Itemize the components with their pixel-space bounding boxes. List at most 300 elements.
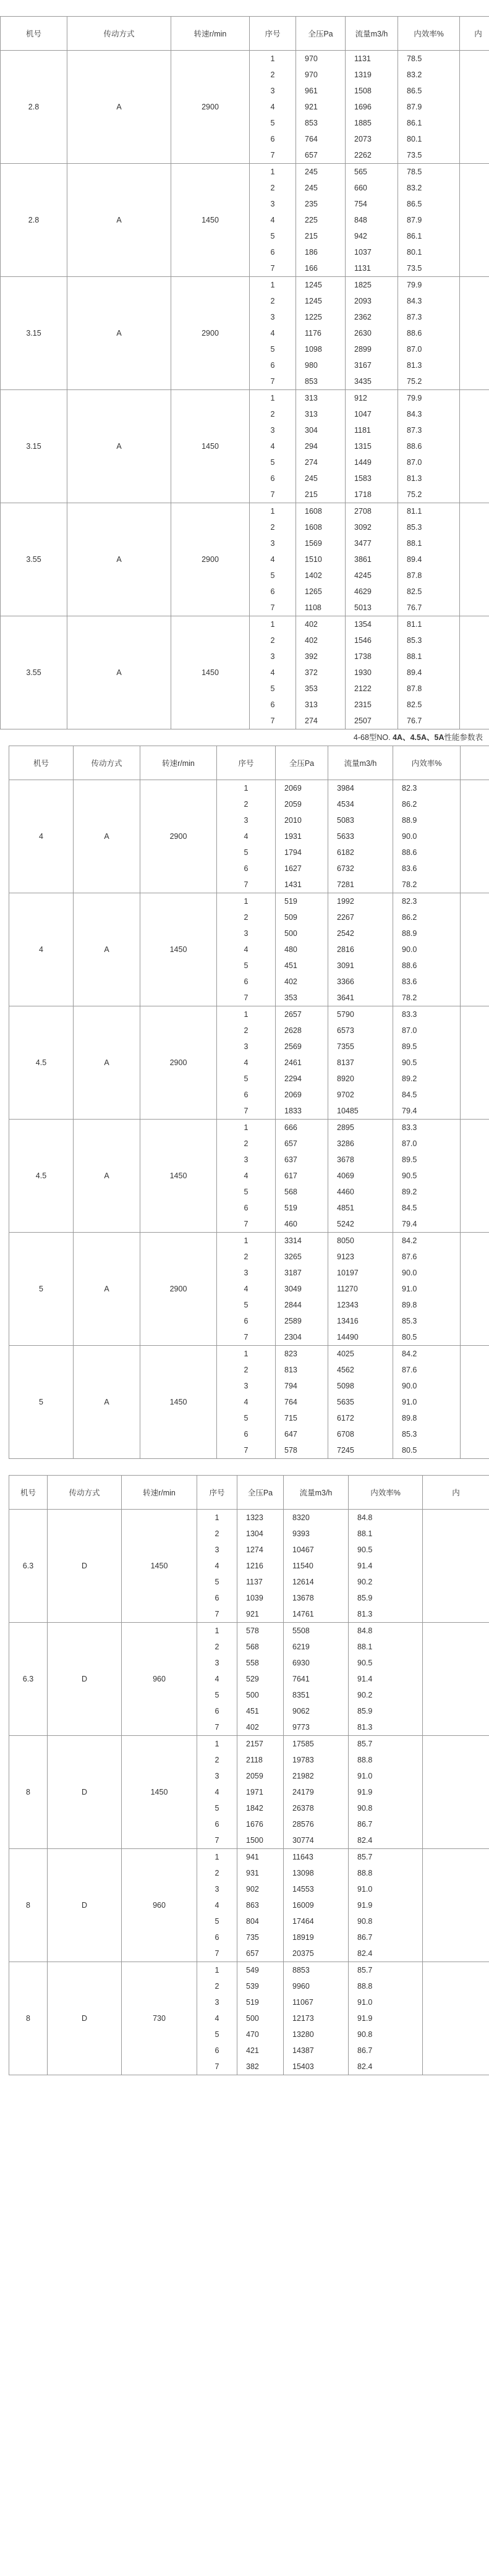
flow-rate-value: 3861 [354,555,372,564]
total-pressure [237,1962,284,2075]
flow-rate-value: 1047 [354,410,372,419]
internal-efficiency [393,780,461,893]
sequence-list-value: 4 [244,945,249,954]
internal-efficiency-value: 87.3 [407,426,422,435]
total-pressure-value: 2069 [284,1090,302,1099]
column-header: 序号 [197,1476,237,1510]
flow-rate-value: 7245 [337,1446,354,1455]
flow-rate-value: 4069 [337,1171,354,1180]
sequence-list-value: 3 [270,87,275,95]
total-pressure-value: 1569 [305,539,322,548]
internal-efficiency-value: 84.5 [402,1090,417,1099]
header-row [9,746,489,780]
flow-rate-value: 3678 [337,1155,354,1164]
sequence-list-value: 5 [215,2030,219,2039]
internal-efficiency-value: 85.3 [407,636,422,645]
flow-rate [346,164,398,277]
internal-efficiency-value: 91.9 [357,1901,373,1910]
internal-efficiency-value: 88.1 [357,1643,373,1651]
column-header: 内效率% [398,17,460,51]
internal-efficiency-value: 85.9 [357,1594,373,1602]
total-pressure-value: 186 [305,248,318,257]
internal-efficiency-value: 87.8 [407,571,422,580]
total-pressure-value: 304 [305,426,318,435]
internal-efficiency [349,1849,423,1962]
sequence-list-value: 5 [270,119,275,127]
column-header: 序号 [217,746,276,780]
internal-efficiency-value: 88.8 [357,1869,373,1877]
section-title [0,1459,489,1475]
flow-rate [328,1233,393,1346]
total-pressure-value: 2010 [284,816,302,825]
sequence-list-value: 2 [270,70,275,79]
total-pressure [296,51,346,164]
internal-efficiency [349,1962,423,2075]
internal-efficiency-value: 86.7 [357,2046,373,2055]
flow-rate-value: 1354 [354,620,372,629]
total-pressure-value: 2059 [284,800,302,809]
flow-rate-value: 565 [354,168,367,176]
drive-type: A [74,893,140,1006]
total-pressure-value: 794 [284,1382,297,1390]
internal-efficiency-value: 90.0 [402,832,417,841]
column-header: 传动方式 [48,1476,122,1510]
sequence-list-value: 4 [270,442,275,451]
internal-efficiency-value: 83.3 [402,1010,417,1019]
flow-rate-value: 12614 [292,1578,314,1586]
internal-efficiency-value: 83.6 [402,864,417,873]
sequence-list-value: 7 [215,1610,219,1618]
internal-efficiency-value: 80.1 [407,248,422,257]
internal-efficiency [349,1510,423,1623]
total-pressure-value: 970 [305,70,318,79]
extra-column-cell [423,1623,489,1736]
flow-rate-value: 17585 [292,1740,314,1748]
total-pressure-value: 2589 [284,1317,302,1325]
sequence-list-value: 6 [215,1594,219,1602]
flow-rate-value: 942 [354,232,367,240]
flow-rate-value: 11067 [292,1998,313,2007]
flow-rate-value: 21982 [292,1772,314,1780]
sequence-list-value: 5 [270,458,275,467]
internal-efficiency-value: 86.2 [402,800,417,809]
sequence-list-value: 7 [244,880,249,889]
total-pressure-value: 353 [305,684,318,693]
sequence-list-value: 7 [215,1836,219,1845]
sequence-list-value: 2 [215,1756,219,1764]
flow-rate [328,1006,393,1120]
total-pressure-value: 3265 [284,1252,302,1261]
total-pressure-value: 3314 [284,1236,302,1245]
sequence-list-value: 5 [244,848,249,857]
sequence-list-value: 4 [215,1562,219,1570]
sequence-list [217,1346,276,1459]
sequence-list-value: 1 [215,1626,219,1635]
sequence-list-value: 1 [244,784,249,793]
internal-efficiency-value: 90.0 [402,945,417,954]
internal-efficiency-value: 90.8 [357,1917,373,1926]
sequence-list-value: 6 [244,1090,249,1099]
flow-rate-value: 660 [354,184,367,192]
internal-efficiency-value: 88.8 [357,1982,373,1991]
internal-efficiency-value: 88.6 [402,961,417,970]
internal-efficiency [398,616,460,729]
flow-rate-value: 2630 [354,329,372,338]
total-pressure-value: 166 [305,264,318,273]
internal-efficiency-value: 73.5 [407,151,422,159]
sequence-list-value: 6 [244,977,249,986]
flow-rate-value: 9773 [292,1723,310,1732]
extra-column-cell [461,1233,489,1346]
flow-rate-value: 13416 [337,1317,359,1325]
flow-rate-value: 5508 [292,1626,310,1635]
sequence-list-value: 6 [244,1430,249,1439]
internal-efficiency-value: 88.1 [357,1529,373,1538]
section-title [0,729,489,746]
internal-efficiency-value: 76.7 [407,716,422,725]
internal-efficiency-value: 88.1 [407,652,422,661]
internal-efficiency-value: 81.3 [357,1610,373,1618]
total-pressure [237,1736,284,1849]
drive-type: A [67,164,171,277]
flow-rate-value: 14490 [337,1333,359,1341]
total-pressure-value: 1510 [305,555,322,564]
performance-table-wrapper [0,16,489,729]
flow-rate [346,503,398,616]
flow-rate-value: 2899 [354,345,372,354]
internal-efficiency-value: 90.5 [402,1058,417,1067]
internal-efficiency-value: 91.0 [357,1772,373,1780]
title-prefix: 4-68型NO. [353,733,393,742]
sequence-list-value: 5 [270,232,275,240]
sequence-list-value: 1 [215,1966,219,1975]
total-pressure-value: 578 [246,1626,259,1635]
column-header: 序号 [250,17,296,51]
flow-rate-value: 1885 [354,119,372,127]
flow-rate-value: 4460 [337,1188,354,1196]
internal-efficiency-value: 87.6 [402,1252,417,1261]
sequence-list-value: 4 [215,1788,219,1796]
sequence-list-value: 6 [270,474,275,483]
flow-rate-value: 10467 [292,1545,314,1554]
internal-efficiency [398,164,460,277]
flow-rate-value: 8853 [292,1966,310,1975]
sequence-list-value: 6 [270,587,275,596]
internal-efficiency-value: 79.4 [402,1107,417,1115]
sequence-list-value: 3 [270,200,275,208]
sequence-list [197,1623,237,1736]
sequence-list-value: 6 [215,1933,219,1942]
flow-rate-value: 848 [354,216,367,224]
extra-column-cell [460,164,489,277]
extra-column-cell [423,1510,489,1623]
internal-efficiency-value: 80.5 [402,1446,417,1455]
table-row [9,1510,489,1623]
internal-efficiency-value: 89.4 [407,555,422,564]
flow-rate-value: 11540 [292,1562,313,1570]
flow-rate-value: 1131 [354,54,371,63]
flow-rate-value: 8137 [337,1058,354,1067]
flow-rate-value: 6708 [337,1430,354,1439]
internal-efficiency-value: 89.5 [402,1042,417,1051]
flow-rate-value: 3167 [354,361,372,370]
flow-rate-value: 3286 [337,1139,354,1148]
internal-efficiency-value: 88.6 [407,329,422,338]
sequence-list-value: 3 [215,1545,219,1554]
total-pressure-value: 1039 [246,1594,263,1602]
flow-rate-value: 2507 [354,716,372,725]
total-pressure-value: 519 [284,897,297,906]
flow-rate-value: 9960 [292,1982,310,1991]
sequence-list [197,1849,237,1962]
column-header: 流量m3/h [346,17,398,51]
flow-rate-value: 11270 [337,1285,358,1293]
total-pressure-value: 2569 [284,1042,302,1051]
total-pressure [237,1623,284,1736]
sequence-list-value: 1 [244,1236,249,1245]
total-pressure-value: 921 [305,103,318,111]
sequence-list [217,1120,276,1233]
internal-efficiency-value: 91.4 [357,1675,373,1683]
table-row [9,1962,489,2075]
sequence-list-value: 7 [244,1220,249,1228]
total-pressure [276,1233,328,1346]
total-pressure-value: 764 [305,135,318,143]
flow-rate-value: 6573 [337,1026,354,1035]
flow-rate [346,390,398,503]
flow-rate-value: 13678 [292,1594,314,1602]
rotation-speed: 730 [122,1962,197,2075]
total-pressure-value: 294 [305,442,318,451]
flow-rate-value: 4534 [337,800,354,809]
total-pressure-value: 804 [246,1917,259,1926]
sequence-list-value: 3 [244,816,249,825]
flow-rate-value: 1131 [354,264,371,273]
internal-efficiency-value: 83.2 [407,70,422,79]
column-header: 内效率% [349,1476,423,1510]
sequence-list [197,1510,237,1623]
total-pressure-value: 274 [305,716,318,725]
drive-type: A [67,503,171,616]
internal-efficiency-value: 78.5 [407,54,422,63]
rotation-speed: 960 [122,1849,197,1962]
flow-rate-value: 13098 [292,1869,314,1877]
flow-rate-value: 24179 [292,1788,314,1796]
sequence-list-value: 6 [270,361,275,370]
header-row [9,1476,489,1510]
internal-efficiency-value: 91.0 [402,1285,417,1293]
total-pressure-value: 1842 [246,1804,263,1813]
column-header: 转速r/min [140,746,217,780]
internal-efficiency-value: 82.3 [402,784,417,793]
total-pressure-value: 931 [246,1869,259,1877]
internal-efficiency-value: 88.8 [357,1756,373,1764]
total-pressure-value: 1304 [246,1529,263,1538]
total-pressure-value: 558 [246,1659,259,1667]
drive-type: A [67,616,171,729]
internal-efficiency [398,51,460,164]
rotation-speed: 2900 [140,780,217,893]
total-pressure-value: 2657 [284,1010,302,1019]
rotation-speed: 2900 [171,51,250,164]
sequence-list-value: 1 [244,897,249,906]
sequence-list-value: 3 [244,1155,249,1164]
rotation-speed: 1450 [140,1346,217,1459]
drive-type: A [74,1120,140,1233]
sequence-list-value: 1 [270,507,275,516]
rotation-speed: 1450 [122,1510,197,1623]
internal-efficiency-value: 87.9 [407,103,422,111]
flow-rate-value: 6219 [292,1643,310,1651]
flow-rate [346,51,398,164]
sequence-list-value: 5 [215,1917,219,1926]
table-row [9,1849,489,1962]
flow-rate [328,893,393,1006]
sequence-list-value: 5 [270,684,275,693]
flow-rate-value: 5098 [337,1382,354,1390]
sequence-list-value: 4 [244,1171,249,1180]
total-pressure-value: 1402 [305,571,322,580]
column-header: 传动方式 [74,746,140,780]
internal-efficiency-value: 89.8 [402,1301,417,1309]
total-pressure-value: 392 [305,652,318,661]
sequence-list-value: 4 [215,2014,219,2023]
internal-efficiency-value: 84.8 [357,1626,373,1635]
flow-rate [328,780,393,893]
total-pressure-value: 549 [246,1966,259,1975]
total-pressure-value: 3187 [284,1269,302,1277]
table-row [1,616,489,729]
internal-efficiency-value: 89.2 [402,1188,417,1196]
sequence-list-value: 1 [270,394,275,402]
internal-efficiency-value: 85.7 [357,1853,373,1861]
internal-efficiency [393,1346,461,1459]
total-pressure [296,616,346,729]
internal-efficiency-value: 86.2 [402,913,417,922]
internal-efficiency-value: 91.0 [357,1998,373,2007]
sequence-list-value: 3 [244,1382,249,1390]
title-suffix: 性能参数表 [444,733,483,742]
table-row [1,51,489,164]
rotation-speed: 2900 [140,1233,217,1346]
internal-efficiency-value: 82.4 [357,1949,373,1958]
extra-column-cell [460,390,489,503]
total-pressure-value: 961 [305,87,318,95]
internal-efficiency [398,503,460,616]
total-pressure-value: 2844 [284,1301,302,1309]
sequence-list-value: 2 [244,1366,249,1374]
sequence-list-value: 7 [244,1107,249,1115]
internal-efficiency-value: 89.8 [402,1414,417,1422]
sequence-list-value: 1 [244,1123,249,1132]
sequence-list-value: 7 [244,1446,249,1455]
sequence-list [217,780,276,893]
sequence-list-value: 2 [244,1252,249,1261]
flow-rate-value: 912 [354,394,367,402]
total-pressure-value: 215 [305,490,318,499]
total-pressure-value: 529 [246,1675,259,1683]
flow-rate-value: 4562 [337,1366,354,1374]
column-header: 内 [460,17,489,51]
total-pressure-value: 715 [284,1414,297,1422]
sequence-list-value: 6 [215,2046,219,2055]
total-pressure-value: 500 [284,929,297,938]
internal-efficiency [393,893,461,1006]
performance-table-wrapper [9,1475,489,2075]
total-pressure-value: 402 [305,636,318,645]
sequence-list-value: 4 [244,832,249,841]
flow-rate-value: 9702 [337,1090,354,1099]
total-pressure-value: 2628 [284,1026,302,1035]
sequence-list [217,1006,276,1120]
internal-efficiency-value: 90.0 [402,1382,417,1390]
internal-efficiency-value: 90.0 [402,1269,417,1277]
sequence-list-value: 3 [244,1042,249,1051]
internal-efficiency-value: 78.2 [402,993,417,1002]
total-pressure-value: 970 [305,54,318,63]
total-pressure-value: 480 [284,945,297,954]
performance-table [0,16,489,729]
total-pressure-value: 2069 [284,784,302,793]
flow-rate [284,1510,349,1623]
sequence-list-value: 7 [215,1949,219,1958]
internal-efficiency-value: 91.9 [357,1788,373,1796]
internal-efficiency-value: 82.4 [357,2062,373,2071]
flow-rate-value: 2708 [354,507,372,516]
internal-efficiency-value: 82.5 [407,587,422,596]
total-pressure-value: 764 [284,1398,297,1406]
flow-rate-value: 20375 [292,1949,314,1958]
flow-rate-value: 1037 [354,248,372,257]
sequence-list-value: 4 [244,1285,249,1293]
total-pressure-value: 1431 [284,880,302,889]
internal-efficiency-value: 81.1 [407,507,422,516]
sequence-list-value: 3 [270,652,275,661]
total-pressure-value: 2304 [284,1333,302,1341]
drive-type: A [74,780,140,893]
flow-rate-value: 8920 [337,1074,354,1083]
flow-rate-value: 14387 [292,2046,314,2055]
extra-column-cell [460,503,489,616]
machine-number: 8 [9,1736,48,1849]
flow-rate [328,1346,393,1459]
internal-efficiency [349,1623,423,1736]
internal-efficiency-value: 81.3 [357,1723,373,1732]
sequence-list-value: 1 [270,281,275,289]
flow-rate-value: 1319 [354,70,372,79]
internal-efficiency-value: 85.7 [357,1966,373,1975]
internal-efficiency [349,1736,423,1849]
column-header: 转速r/min [171,17,250,51]
total-pressure-value: 402 [246,1723,259,1732]
total-pressure-value: 2118 [246,1756,263,1764]
total-pressure-value: 1971 [246,1788,263,1796]
sequence-list-value: 7 [244,1333,249,1341]
flow-rate [346,277,398,390]
sequence-list-value: 5 [215,1578,219,1586]
column-header: 全压Pa [276,746,328,780]
flow-rate-value: 4025 [337,1350,354,1358]
internal-efficiency-value: 83.3 [402,1123,417,1132]
flow-rate-value: 28576 [292,1820,314,1829]
total-pressure-value: 1627 [284,864,302,873]
flow-rate-value: 9062 [292,1707,310,1715]
internal-efficiency-value: 82.4 [357,1836,373,1845]
sequence-list-value: 2 [244,1139,249,1148]
internal-efficiency-value: 81.3 [407,361,422,370]
internal-efficiency-value: 88.9 [402,929,417,938]
column-header: 内效率% [393,746,461,780]
